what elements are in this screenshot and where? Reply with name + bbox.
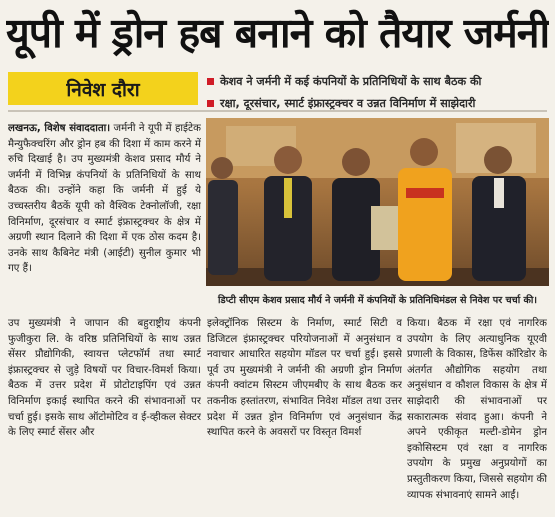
article-column-2 — [207, 316, 402, 514]
bullet-square-icon — [207, 78, 214, 85]
article-column-intro — [8, 121, 201, 313]
news-photo — [206, 118, 549, 286]
byline: लखनऊ, विशेष संवाददाता। — [8, 123, 111, 134]
headline: यूपी में ड्रोन हब बनाने को तैयार जर्मनी — [6, 9, 549, 57]
summary-bullet-text: केशव ने जर्मनी में कई कंपनियों के प्रतिनिधियों के साथ बैठक की — [220, 74, 482, 88]
article-column-1 — [8, 316, 201, 514]
section-kicker — [8, 72, 198, 105]
summary-bullet — [207, 70, 553, 92]
kicker-label: निवेश दौरा — [66, 78, 140, 101]
photo-caption: डिप्टी सीएम केशव प्रसाद मौर्य ने जर्मनी में कंपनियों के प्रतिनिधिमंडल से निवेश पर चर्चा की। — [217, 294, 538, 306]
article-paragraph: किया। बैठक में रक्षा एवं नागरिक उपयोग के लिए अत्याधुनिक यूएवी प्रणाली के विकास, डिफेंस कॉरिडोर के अंतर्गत औद्योगिक सहयोग तथा अनुसंधान व कौशल विकास के क्षेत्र में साझेदारी की संभावनाओं पर सकारात्मक संवाद हुआ। कंपनी ने अपने एकीकृत मल्टी-डोमेन ड्रोन इकोसिस्टम एवं रक्षा व नागरिक उपयोग के प्रमुख अनुप्रयोगों का प्रस्तुतीकरण किया, जिससे सहयोग की व्यापक संभावनाएं सामने आईं। — [407, 318, 547, 501]
intro-text: जर्मनी ने यूपी में हाईटेक मैन्युफैक्चरिंग और ड्रोन हब की दिशा में काम करने में रुचि दिखाई है। उप मुख्यमंत्री केशव प्रसाद मौर्य ने जर्मनी में विभिन्न कंपनियों के प्रतिनिधियों के साथ बैठक की। उन्होंने कहा कि जर्मनी में हुई ये उच्चस्तरीय बैठकें यूपी को वैश्विक टेक्नोलॉजी, रक्षा विनिर्माण, दूरसंचार व स्मार्ट इंफ्रास्ट्रक्चर के क्षेत्र में अग्रणी स्थान दिलाने की दिशा में एक ठोस कदम है। उनके साथ कैबिनेट मंत्री (आईटी) सुनील कुमार भी गए हैं। — [8, 123, 201, 275]
delegation-photo-illustration — [206, 118, 549, 286]
divider — [8, 110, 547, 112]
article-paragraph: उप मुख्यमंत्री ने जापान की बहुराष्ट्रीय कंपनी फुजीकुरा लि. के वरिष्ठ प्रतिनिधियों के साथ उन्नत सेंसर प्रौद्योगिकी, स्वायत्त प्लेटफॉर्म तथा स्मार्ट इंफ्रास्ट्रक्चर से जुड़े विषयों पर विचार-विमर्श किया। बैठक में उत्तर प्रदेश में प्रोटोटाइपिंग एवं उन्नत विनिर्माण इकाई स्थापित करने की संभावनाओं पर चर्चा हुई। इसके साथ ऑटोमोटिव व ई-व्हीकल सेक्टर के लिए स्मार्ट सेंसर और — [8, 318, 201, 439]
summary-bullet-text: रक्षा, दूरसंचार, स्मार्ट इंफ्रास्ट्रक्चर व उन्नत विनिर्माण में साझेदारी — [220, 96, 476, 110]
summary-bullets — [207, 70, 553, 114]
article-column-3 — [407, 316, 547, 514]
article-paragraph: इलेक्ट्रॉनिक सिस्टम के निर्माण, स्मार्ट सिटी व डिजिटल इंफ्रास्ट्रक्चर परियोजनाओं में अनुसंधान व नवाचार आधारित सहयोग मॉडल पर चर्चा हुई। इससे पूर्व उप मुख्यमंत्री ने जर्मनी की अग्रणी ड्रोन निर्माण कंपनी क्वांटम सिस्टम जीएमबीए के साथ बैठक कर तकनीक हस्तांतरण, संभावित निवेश मॉडल तथा उत्तर प्रदेश में उन्नत ड्रोन विनिर्माण एवं अनुसंधान केंद्र स्थापित करने के अवसरों पर विस्तृत विमर्श — [207, 318, 402, 439]
bullet-square-icon — [207, 100, 214, 107]
intro-paragraph — [8, 121, 201, 277]
